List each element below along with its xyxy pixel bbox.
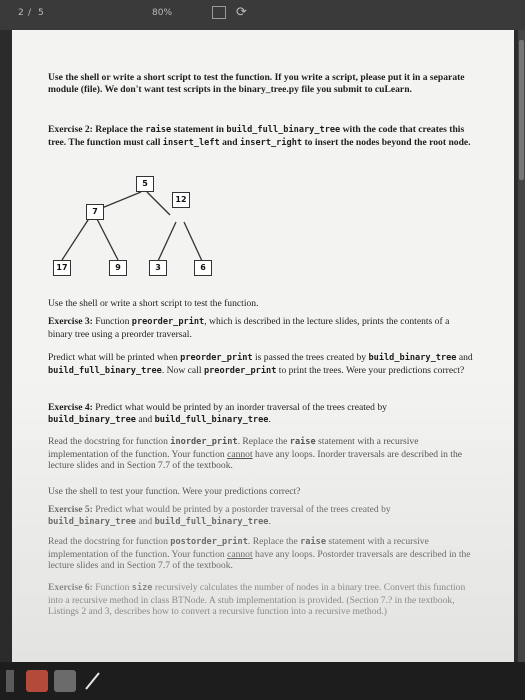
predict-preorder-paragraph: Predict what will be printed when preorder_print is passed the trees created by build_binary_tree and build_full_binary_tree. Now call preorder_print to print the trees. Were your predictions correct? [48, 352, 473, 376]
tree-node-right-left: 3 [149, 260, 167, 276]
inorder-paragraph: Read the docstring for function inorder_print. Replace the raise statement with a recursive implementation of the function. Your function cannot have any loops. Inorder traversals are described in the lecture slides and in Section 7.7 of the textbook. [48, 436, 463, 472]
pen-icon[interactable] [82, 670, 102, 692]
tree-node-root: 5 [136, 176, 154, 192]
fit-page-icon[interactable] [212, 6, 226, 19]
edge-7-17 [62, 217, 90, 260]
taskbar [0, 662, 525, 700]
zoom-level[interactable]: 80% [152, 8, 173, 18]
app-icon-1[interactable] [6, 670, 14, 692]
exercise-6: Exercise 6: Function size recursively calculates the number of nodes in a binary tree. Convert this function into a recursive method in class BTNode. A stub implementation is provided. (Section 7.? in the textbook, Listings 2 and 3, describes how to convert a recursive function into a recursive method.) [48, 582, 466, 618]
scrollbar[interactable] [518, 30, 525, 662]
page-total: 5 [38, 8, 44, 18]
exercise-4: Exercise 4: Predict what would be printed by an inorder traversal of the trees created by build_binary_tree and build_full_binary_tree. [48, 402, 387, 425]
app-icon-3[interactable] [54, 670, 76, 692]
document-page [12, 30, 514, 662]
edge-12-3 [158, 222, 176, 261]
test-instruction: Use the shell or write a short script to test the function. [48, 298, 259, 309]
tree-node-right: 12 [172, 192, 190, 208]
postorder-paragraph: Read the docstring for function postorder_print. Replace the raise statement with a recursive implementation of the function. Your function cannot have any loops. Postorder traversals are described in the lecture slides and in Section 7.7 of the textbook. [48, 536, 471, 572]
tree-node-left: 7 [86, 204, 104, 220]
exercise-2-label: Exercise 2: [48, 124, 93, 135]
instruction-paragraph: Use the shell or write a short script to test the function. If you write a script, please put it in a separate module (file). We don't want test scripts in the binary_tree.py file you submit to cuLearn. [48, 72, 465, 95]
edge-12-6 [184, 222, 202, 261]
scrollbar-thumb[interactable] [519, 40, 524, 180]
rotate-icon[interactable]: ⟳ [236, 5, 247, 20]
exercise-2: Exercise 2: Replace the raise statement in build_full_binary_tree with the code that creates this tree. The function must call insert_left and insert_right to insert the nodes beyond the root node. [48, 124, 471, 148]
page-current[interactable]: 2 [18, 8, 24, 18]
tree-node-left-left: 17 [53, 260, 71, 276]
app-icon-2[interactable] [26, 670, 48, 692]
pdf-toolbar [0, 0, 525, 30]
tree-node-left-right: 9 [109, 260, 127, 276]
tree-node-right-right: 6 [194, 260, 212, 276]
exercise-5: Exercise 5: Predict what would be printed by a postorder traversal of the trees created by build_binary_tree and build_full_binary_tree. [48, 504, 391, 527]
binary-tree-diagram [12, 30, 514, 290]
exercise-3: Exercise 3: Function preorder_print, which is described in the lecture slides, prints the contents of a binary tree using a preorder traversal. [48, 316, 450, 340]
edge-5-12 [147, 192, 170, 215]
edge-7-9 [96, 217, 118, 260]
shell-test-paragraph: Use the shell to test your function. Were your predictions correct? [48, 486, 301, 497]
page-separator: / [28, 8, 32, 18]
